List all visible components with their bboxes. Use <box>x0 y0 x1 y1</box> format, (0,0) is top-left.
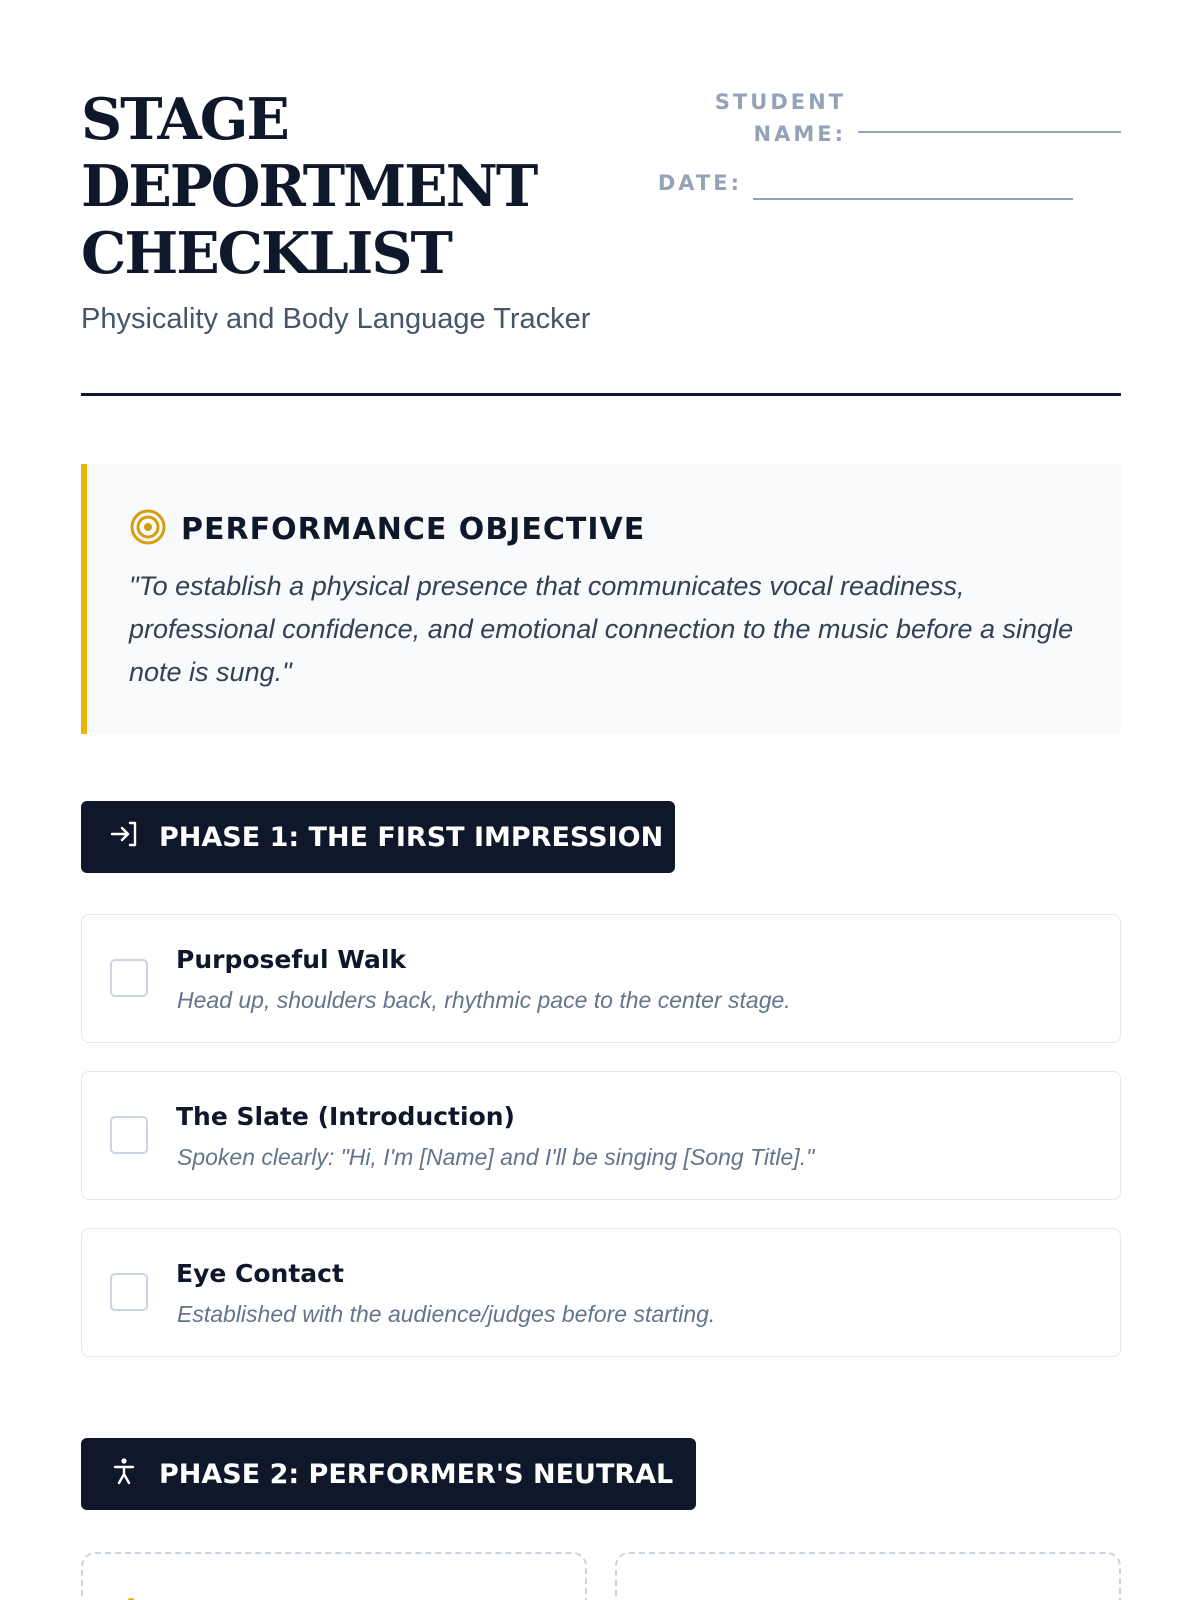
target-icon <box>129 508 167 551</box>
phase-2-card <box>615 1552 1121 1600</box>
checkbox[interactable] <box>110 1116 148 1154</box>
page-subtitle: Physicality and Body Language Tracker <box>81 303 591 335</box>
checkbox[interactable] <box>110 959 148 997</box>
page-header <box>81 86 1121 336</box>
objective-panel <box>81 464 1121 734</box>
item-description: Spoken clearly: "Hi, I'm [Name] and I'll be singing [Song Title]." <box>177 1144 815 1170</box>
checkbox[interactable] <box>110 1273 148 1311</box>
title-line: STAGE <box>81 86 288 153</box>
date-label: DATE: <box>657 171 742 195</box>
item-title: Purposeful Walk <box>176 945 407 974</box>
header-divider <box>81 393 1121 396</box>
enter-arrow-icon <box>109 819 139 856</box>
date-field[interactable] <box>753 198 1073 200</box>
title-line: DEPORTMENT <box>81 153 537 220</box>
checklist-item[interactable] <box>81 1071 1121 1200</box>
phase-2-banner <box>81 1438 696 1510</box>
checklist-item[interactable] <box>81 1228 1121 1357</box>
item-title: Eye Contact <box>176 1259 344 1288</box>
student-name-label: STUDENT NAME: <box>714 90 846 146</box>
item-description: Established with the audience/judges before starting. <box>177 1301 716 1327</box>
item-title: The Slate (Introduction) <box>176 1102 515 1131</box>
page-title <box>81 86 551 287</box>
title-line: CHECKLIST <box>81 220 451 287</box>
checklist-item[interactable] <box>81 914 1121 1043</box>
phase-1-banner <box>81 801 675 873</box>
objective-header <box>129 508 1081 551</box>
item-description: Head up, shoulders back, rhythmic pace to the center stage. <box>177 987 791 1013</box>
person-standing-icon <box>109 1456 139 1493</box>
phase-2-label: PHASE 2: PERFORMER'S NEUTRAL <box>159 1458 674 1490</box>
student-name-field[interactable] <box>858 131 1121 133</box>
phase-1-label: PHASE 1: THE FIRST IMPRESSION <box>159 821 664 853</box>
objective-heading: PERFORMANCE OBJECTIVE <box>181 512 646 547</box>
phase-2-card <box>81 1552 587 1600</box>
objective-quote: "To establish a physical presence that communicates vocal readiness, professional confidence, and emotional connection to the music before a single note is sung." <box>129 571 1074 687</box>
